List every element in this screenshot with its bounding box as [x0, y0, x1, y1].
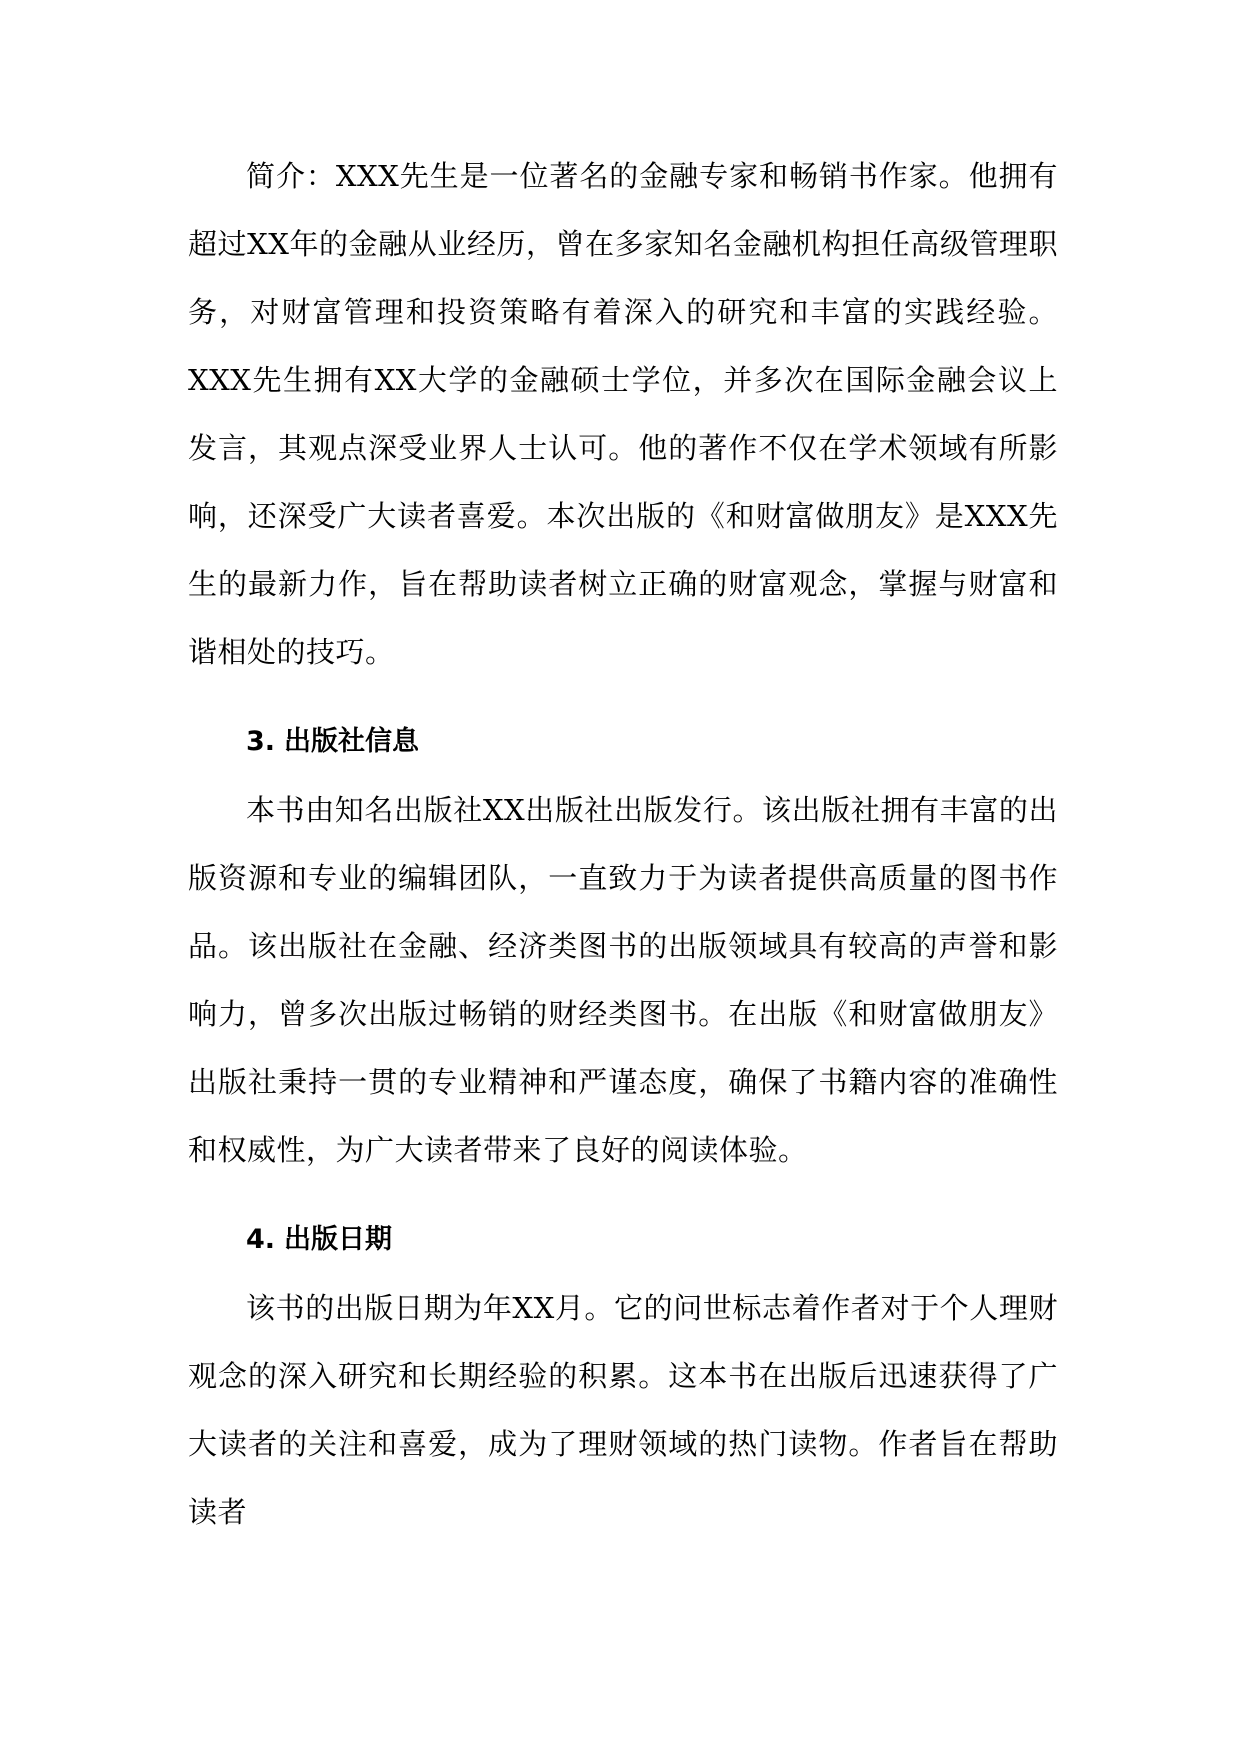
section-number: 4.	[246, 1224, 276, 1255]
author-intro-paragraph: 简介：XXX先生是一位著名的金融专家和畅销书作家。他拥有超过XX年的金融从业经历，曾在多家知名金融机构担任高级管理职务，对财富管理和投资策略有着深入的研究和丰富的实践经验。XXX先生拥有XX大学的金融硕士学位，并多次在国际金融会议上发言，其观点深受业界人士认可。他的著作不仅在学术领域有所影响，还深受广大读者喜爱。本次出版的《和财富做朋友》是XXX先生的最新力作，旨在帮助读者树立正确的财富观念，掌握与财富和谐相处的技巧。	[188, 159, 1058, 669]
spacer	[188, 686, 1058, 708]
section-heading-publish-date	[188, 1206, 1058, 1274]
section-title: 出版社信息	[284, 726, 419, 757]
section-title: 出版日期	[284, 1224, 392, 1255]
publisher-paragraph: 本书由知名出版社XX出版社出版发行。该出版社拥有丰富的出版资源和专业的编辑团队，一直致力于为读者提供高质量的图书作品。该出版社在金融、经济类图书的出版领域具有较高的声誉和影响力，曾多次出版过畅销的财经类图书。在出版《和财富做朋友》出版社秉持一贯的专业精神和严谨态度，确保了书籍内容的准确性和权威性，为广大读者带来了良好的阅读体验。	[188, 793, 1058, 1167]
spacer	[188, 1184, 1058, 1206]
document-body	[188, 142, 1058, 1546]
section-heading-publisher	[188, 708, 1058, 776]
section-number: 3.	[246, 726, 276, 757]
publish-date-paragraph: 该书的出版日期为年XX月。它的问世标志着作者对于个人理财观念的深入研究和长期经验的积累。这本书在出版后迅速获得了广大读者的关注和喜爱，成为了理财领域的热门读物。作者旨在帮助读者	[188, 1291, 1058, 1529]
